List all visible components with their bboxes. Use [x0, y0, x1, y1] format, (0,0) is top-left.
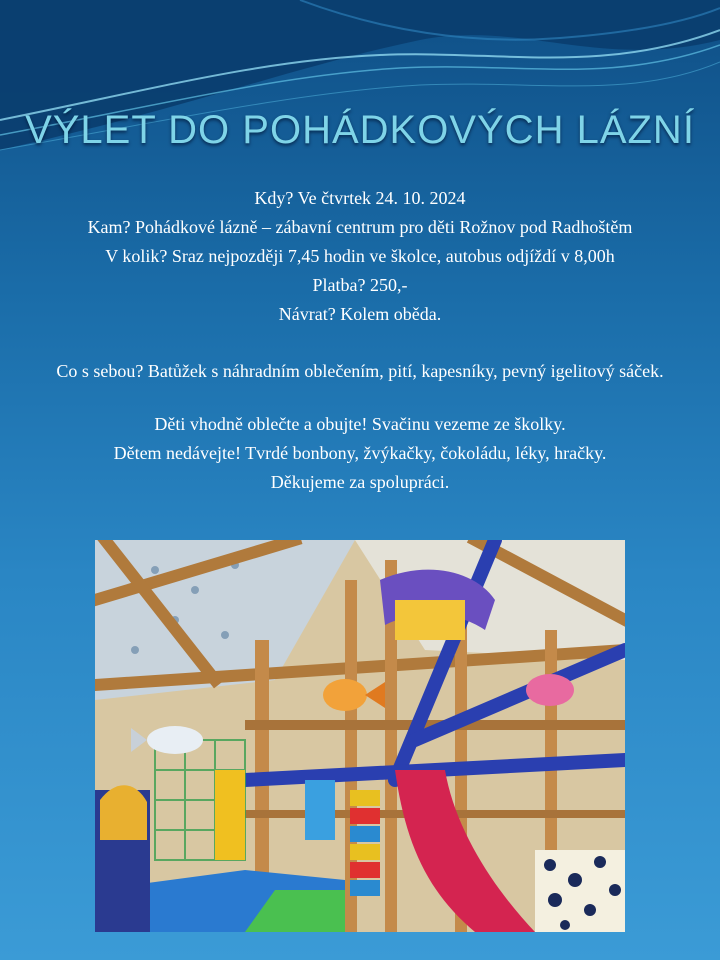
- playground-photo: [95, 540, 625, 932]
- info-return: Návrat? Kolem oběda.: [278, 304, 442, 324]
- info-bring: Co s sebou? Batůžek s náhradním oblečením, pití, kapesníky, pevný igelitový sáček.: [56, 361, 664, 381]
- info-payment: Platba? 250,-: [312, 275, 408, 295]
- note-forbidden: Dětem nedávejte! Tvrdé bonbony, žvýkačky, čokoládu, léky, hračky.: [113, 443, 607, 463]
- note-thanks: Děkujeme za spolupráci.: [270, 472, 450, 492]
- note-dress: Děti vhodně oblečte a obujte! Svačinu vezeme ze školky.: [154, 414, 566, 434]
- info-when: Kdy? Ve čtvrtek 24. 10. 2024: [254, 188, 466, 208]
- page-title: VÝLET DO POHÁDKOVÝCH LÁZNÍ: [25, 108, 695, 152]
- decorative-waves: [0, 0, 720, 180]
- info-where: Kam? Pohádkové lázně – zábavní centrum pro děti Rožnov pod Radhoštěm: [87, 217, 633, 237]
- info-time: V kolik? Sraz nejpozději 7,45 hodin ve školce, autobus odjíždí v 8,00h: [105, 246, 615, 266]
- event-info: [20, 184, 700, 497]
